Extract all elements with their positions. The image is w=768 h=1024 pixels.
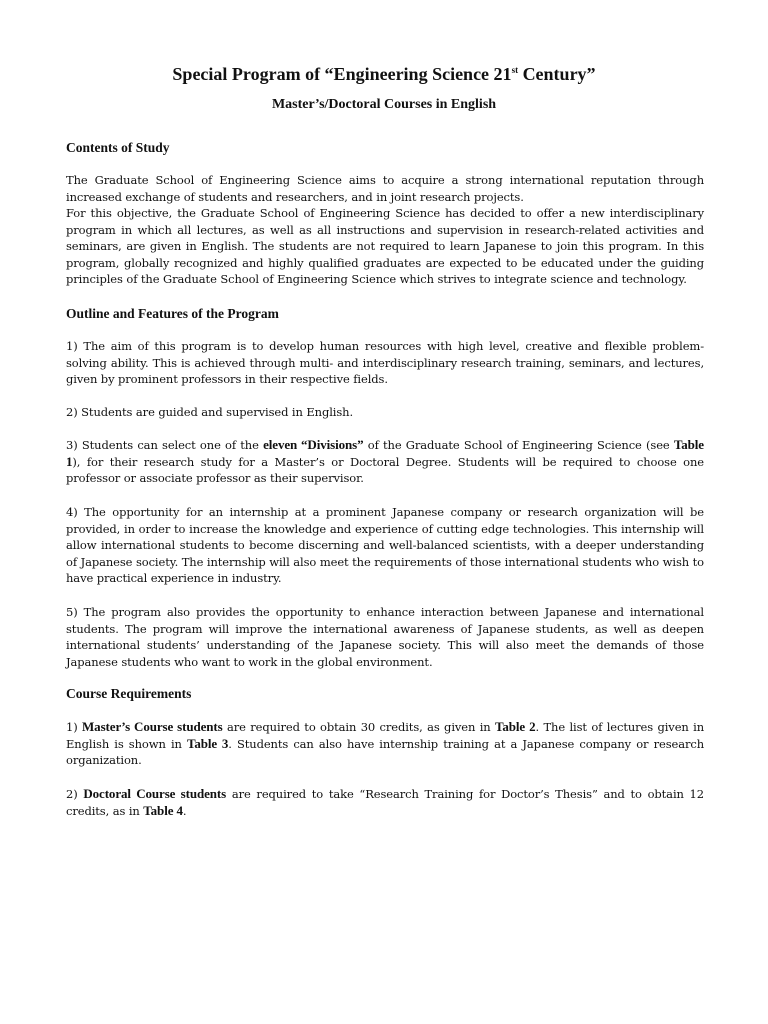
doctoral-emphasis: Doctoral Course students (83, 786, 227, 801)
outline-item-5: 5) The program also provides the opportunity to enhance interaction between Japanese and international students. The program will improve the international awareness of Japanese students, as well as deepen international students’ understanding of the Japanese society. This will also meet the demands of those Japanese students who want to work in the global environment. (66, 605, 704, 669)
table-4-ref: Table 4 (143, 802, 183, 818)
requirement-1: 1) Master’s Course students are required to obtain 30 credits, as given in Table 2. The list of lectures given in English is shown in Table 3. Students can also have internship training at a Japanese company or research organization. (66, 719, 705, 767)
outline-item-2: 2) Students are guided and supervised in English. (66, 405, 354, 419)
table-2-ref: Table 2 (495, 719, 536, 734)
heading-outline-features: Outline and Features of the Program (66, 306, 279, 321)
outline-item-4: 4) The opportunity for an internship at a prominent Japanese company or research organization will be provided, in order to increase the knowledge and experience of cutting edge technologies. This internship will allow international students to become discerning and well-balanced scientists, with a deeper understanding of Japanese society. The internship will also meet the requirements of those international students who wish to have practical experience in industry. (66, 505, 704, 585)
divisions-emphasis: eleven “Divisions” (263, 437, 364, 452)
masters-emphasis: Master’s Course students (82, 719, 223, 734)
requirement-2: 2) Doctoral Course students are required to take “Research Training for Doctor’s Thesis” and to obtain 12 credits, as in Table 4. (66, 786, 704, 818)
table-3-ref: Table 3 (187, 735, 229, 751)
outline-item-1: 1) The aim of this program is to develop human resources with high level, creative and flexible problem-solving ability. This is achieved through multi- and interdisciplinary research training, seminars, and lectures, given by prominent professors in their respective fields. (66, 339, 704, 386)
outline-item-3: 3) Students can select one of the eleven “Divisions” of the Graduate School of Engineering Science (see Table 1), for their research study for a Master’s or Doctoral Degree. Students will be required to choose one professor or associate professor as their supervisor. (66, 437, 704, 485)
page-subtitle: Master’s/Doctoral Courses in English (271, 97, 497, 112)
title-superscript: st (511, 65, 519, 75)
page-title: Special Program of “Engineering Science 21st Century” (172, 64, 596, 84)
heading-contents-of-study: Contents of Study (66, 140, 170, 155)
heading-course-requirements: Course Requirements (66, 686, 192, 701)
table-1-ref: Table 1 (66, 437, 704, 469)
paragraph-contents-2: For this objective, the Graduate School of Engineering Science has decided to offer a new interdisciplinary program in which all lectures, as well as all instructions and supervision in research-related activities and seminars, are given in English. The students are not required to learn Japanese to join this program. In this program, globally recognized and highly qualified graduates are expected to be educated under the guiding principles of the Graduate School of Engineering Science which strives to integrate science and technology. (66, 206, 704, 286)
paragraph-contents-1: The Graduate School of Engineering Science aims to acquire a strong international reputation through increased exchange of students and researchers, and in joint research projects. (66, 173, 704, 204)
